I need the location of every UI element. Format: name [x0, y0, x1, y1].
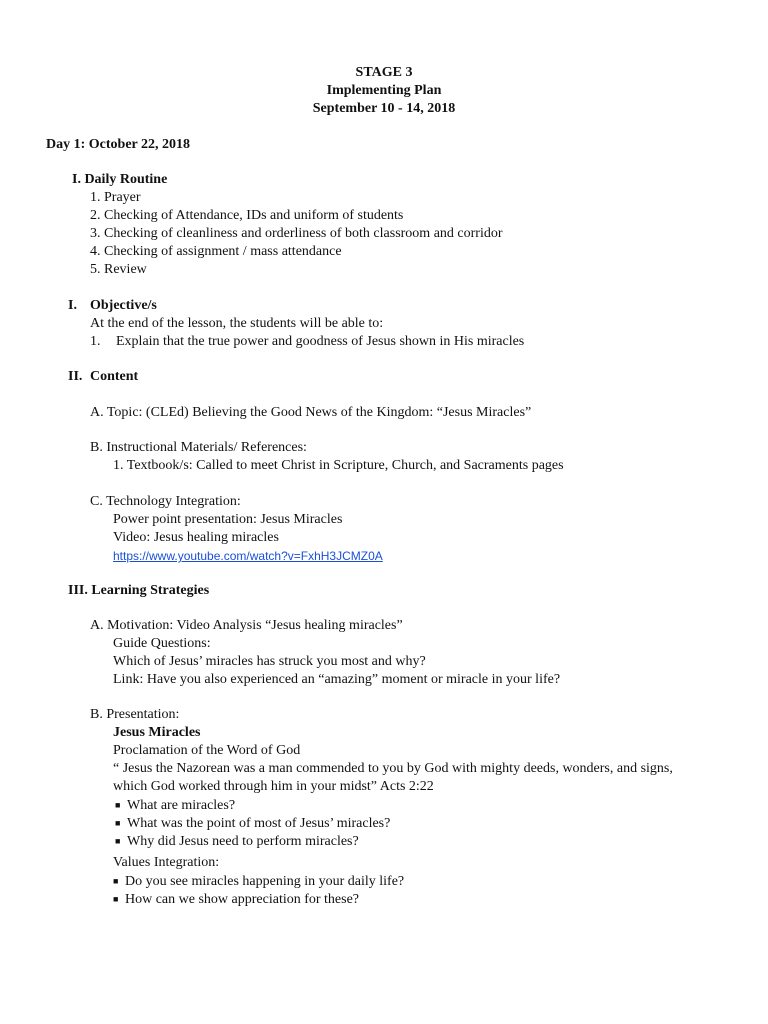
objective-item [90, 333, 524, 351]
presentation-question: ■ Why did Jesus need to perform miracles? [115, 834, 359, 849]
bullet-icon: ■ [113, 894, 119, 904]
guide-question: Which of Jesus’ miracles has struck you most and why? [113, 654, 426, 669]
bullet-icon: ■ [115, 836, 121, 846]
bullet-icon: ■ [113, 876, 119, 886]
presentation-question: ■ What are miracles? [115, 798, 236, 813]
objectives-intro: At the end of the lesson, the students will be able to: [90, 316, 384, 331]
objective-number: 1. [90, 334, 101, 349]
scripture-quote-line-2: which God worked through him in your midst” Acts 2:22 [113, 779, 434, 794]
routine-item: 3. Checking of cleanliness and orderliness of both classroom and corridor [90, 226, 503, 241]
routine-item: 2. Checking of Attendance, IDs and uniform of students [90, 208, 404, 223]
content-numeral: II. [68, 369, 83, 384]
bullet-icon: ■ [115, 800, 121, 810]
technology-item: Power point presentation: Jesus Miracles [113, 512, 343, 527]
content-topic: A. Topic: (CLEd) Believing the Good News of the Kingdom: “Jesus Miracles” [90, 405, 532, 420]
materials-heading: B. Instructional Materials/ References: [90, 440, 307, 455]
youtube-link[interactable]: https://www.youtube.com/watch?v=FxhH3JCMZ0A [113, 549, 383, 563]
routine-item: 4. Checking of assignment / mass attendance [90, 244, 342, 259]
guide-questions-label: Guide Questions: [113, 636, 211, 651]
routine-item: 5. Review [90, 262, 147, 277]
link-question: Link: Have you also experienced an “amazing” moment or miracle in your life? [113, 672, 561, 687]
proclamation-label: Proclamation of the Word of God [113, 743, 301, 758]
values-question: ■ Do you see miracles happening in your daily life? [113, 874, 405, 889]
bullet-icon: ■ [115, 818, 121, 828]
scripture-quote-line-1: “ Jesus the Nazorean was a man commended to you by God with mighty deeds, wonders, and signs, [113, 761, 673, 776]
presentation-question: ■ What was the point of most of Jesus’ miracles? [115, 816, 391, 831]
strategies-heading: III. Learning Strategies [68, 583, 210, 598]
objectives-heading: Objective/s [90, 298, 157, 313]
values-integration-label: Values Integration: [113, 855, 220, 870]
day-heading: Day 1: October 22, 2018 [46, 137, 190, 152]
technology-heading: C. Technology Integration: [90, 494, 241, 509]
presentation-heading: B. Presentation: [90, 707, 180, 722]
stage-title: STAGE 3 [355, 65, 413, 80]
routine-item: 1. Prayer [90, 190, 141, 205]
technology-item: Video: Jesus healing miracles [113, 530, 279, 545]
motivation-heading: A. Motivation: Video Analysis “Jesus healing miracles” [90, 618, 403, 633]
objectives-numeral: I. [68, 298, 77, 313]
presentation-title: Jesus Miracles [113, 725, 201, 740]
values-question: ■ How can we show appreciation for these? [113, 892, 360, 907]
content-heading: Content [90, 369, 139, 384]
materials-item: 1. Textbook/s: Called to meet Christ in Scripture, Church, and Sacraments pages [113, 458, 564, 473]
plan-title: Implementing Plan [326, 83, 442, 98]
objective-text: Explain that the true power and goodness of Jesus shown in His miracles [116, 334, 525, 349]
daily-routine-heading: I. Daily Routine [72, 172, 168, 187]
date-range: September 10 - 14, 2018 [312, 101, 456, 116]
